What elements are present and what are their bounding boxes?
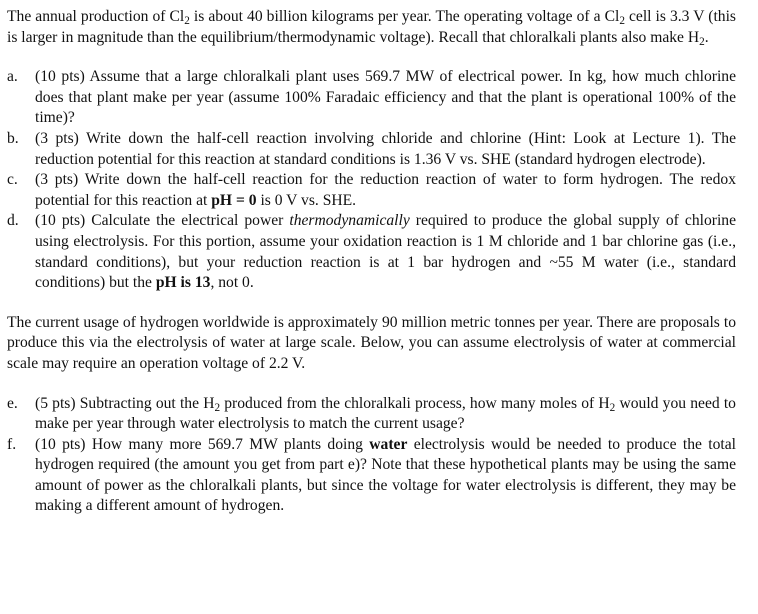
question-c-text-2: is 0 V vs. SHE. [256, 191, 357, 209]
intro-subscript-1: 2 [184, 14, 190, 27]
question-d [7, 211, 736, 293]
question-f-text-1: (10 pts) How many more 569.7 MW plants doing [35, 435, 370, 453]
question-d-text-1: (10 pts) Calculate the electrical power [35, 212, 290, 230]
intro-text-2: is about 40 billion kilograms per year. The operating voltage of a Cl [189, 8, 620, 25]
question-e-subscript-2: 2 [609, 401, 616, 414]
question-d-italic: thermodynamically [289, 212, 410, 230]
question-a-text: (10 pts) Assume that a large chloralkali plant uses 569.7 MW of electrical power. In kg, how much chlorine does that plant make per year (assume 100% Faradaic efficiency and that the plant is operational 100% of the time)? [35, 68, 736, 127]
question-d-marker: d. [7, 212, 19, 230]
question-e-text-1: (5 pts) Subtracting out the H [35, 394, 215, 412]
question-f-bold: water [369, 435, 408, 453]
question-e-marker: e. [7, 394, 18, 412]
question-b [7, 129, 736, 170]
intro-text-3: cell is 3.3 V (this is larger in magnitude than the equilibrium/thermodynamic voltage). Recall that chloralkali plants also make H [7, 8, 736, 46]
question-d-text-2: required to produce the global supply of chlorine using electrolysis. For this portion, assume your oxidation reaction is 1 M chloride and 1 bar chlorine gas (i.e., standard conditions), but your reduction reaction is at 1 bar hydrogen and ~55 M water (i.e., standard conditions) but the [35, 212, 736, 292]
question-b-marker: b. [7, 129, 19, 147]
intro-text-4: . [704, 28, 709, 46]
question-d-bold: pH is 13 [155, 274, 211, 292]
question-c-text-1: (3 pts) Write down the half-cell reaction for the reduction reaction of water to form hydrogen. The redox potential for this reaction at [35, 171, 736, 209]
question-f-text-2: electrolysis would be needed to produce the total hydrogen required (the amount you get from part e)? Note that these hypothetical plants may be using the same amount of power as the chloralkali plants, but since the voltage for water electrolysis is different, they may be making a different amount of hydrogen. [35, 435, 736, 515]
question-c-bold: pH = 0 [211, 191, 257, 209]
question-d-text-3: , not 0. [210, 274, 254, 292]
intro-text-1: The annual production of Cl [7, 8, 185, 25]
intro-subscript-3: 2 [699, 35, 705, 48]
question-f-marker: f. [7, 435, 17, 453]
question-c [7, 170, 736, 211]
question-e-subscript-1: 2 [214, 401, 221, 414]
question-e-text-3: would you need to make per year through water electrolysis to match the current usage? [35, 394, 736, 433]
question-e [7, 394, 736, 435]
intro-subscript-2: 2 [619, 14, 625, 27]
question-list-1 [7, 67, 736, 294]
question-a [7, 67, 736, 129]
intro-paragraph [7, 7, 736, 48]
question-f [7, 435, 736, 517]
question-a-marker: a. [7, 68, 18, 86]
question-c-marker: c. [7, 171, 18, 189]
question-b-text: (3 pts) Write down the half-cell reaction involving chloride and chlorine (Hint: Look at Lecture 1). The reduction potential for this reaction at standard conditions is 1.36 V vs. SHE (standard hydrogen electrode). [35, 129, 736, 168]
question-e-text-2: produced from the chloralkali process, how many moles of H [220, 394, 610, 412]
question-list-2 [7, 394, 736, 518]
middle-paragraph: The current usage of hydrogen worldwide is approximately 90 million metric tonnes per year. There are proposals to produce this via the electrolysis of water at large scale. Below, you can assume electrolysis of water at commercial scale may require an operation voltage of 2.2 V. [7, 313, 736, 372]
